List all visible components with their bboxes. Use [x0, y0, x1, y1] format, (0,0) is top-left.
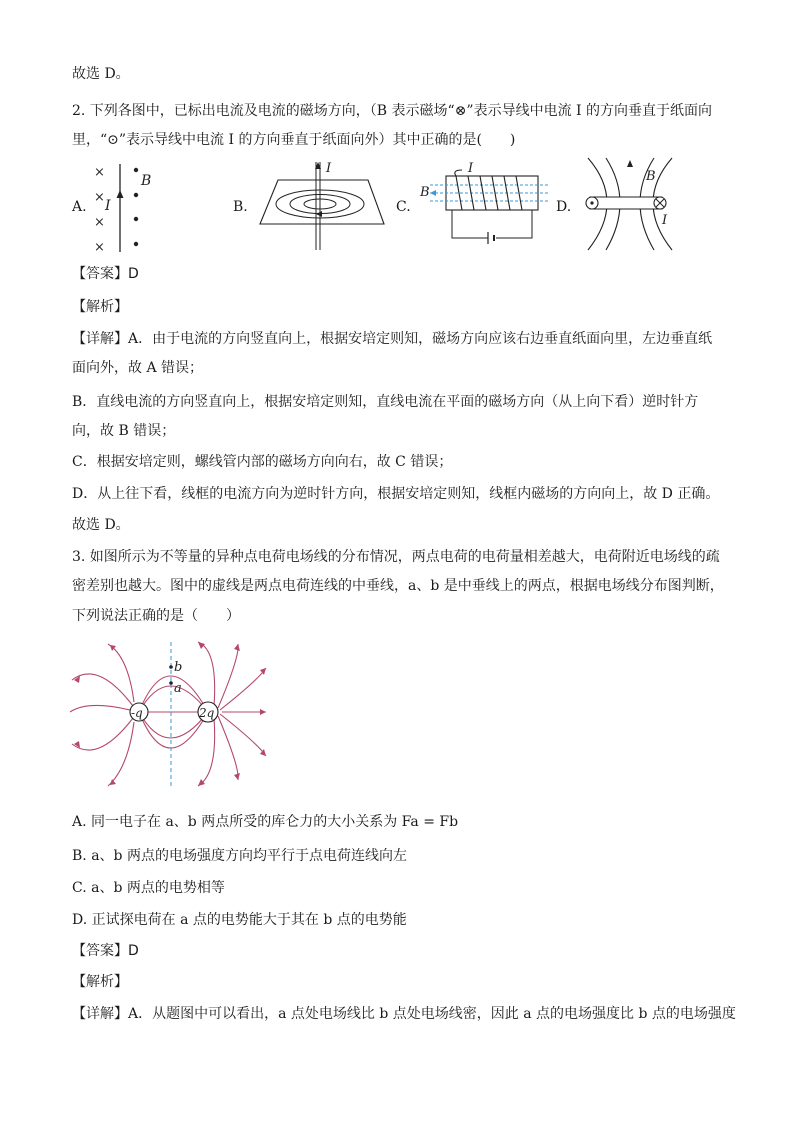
option-d: D. 正试探电荷在 a 点的电势能大于其在 b 点的电势能: [72, 912, 407, 928]
figure-a: [88, 160, 158, 255]
svg-text:b: b: [174, 660, 183, 675]
field-label: B: [141, 173, 152, 189]
current-label: I: [105, 198, 111, 214]
text-line: 【详解】A．从题图中可以看出，a 点处电场线比 b 点处电场线密，因此 a 点的电场强度比 b 点的电场强度: [72, 1006, 736, 1022]
svg-text:-q: -q: [131, 706, 143, 720]
point-a: [169, 681, 173, 685]
text-line: B．直线电流的方向竖直向上，根据安培定则知，直线电流在平面的磁场方向（从上向下看）逆时针方: [72, 394, 699, 410]
answer: 【答案】D: [72, 943, 139, 959]
point-b: [169, 665, 173, 669]
option-c-label: C.: [396, 199, 411, 215]
analysis-heading: 【解析】: [72, 974, 128, 990]
option-c: C. a、b 两点的电势相等: [72, 880, 225, 896]
question-3: 3. 如图所示为不等量的异种点电荷电场线的分布情况，两点电荷的电荷量相差越大，电荷附近电场线的疏: [72, 549, 720, 565]
option-a: A. 同一电子在 a、b 两点所受的库仑力的大小关系为 Fa = Fb: [72, 814, 459, 830]
cross-mark: ×: [94, 190, 105, 205]
option-b-label: B.: [233, 199, 248, 215]
svg-text:2q: 2q: [199, 706, 215, 720]
figure-b: [256, 158, 386, 254]
text-line: C．根据安培定则，螺线管内部的磁场方向向右，故 C 错误；: [72, 454, 453, 470]
question-2-cont: 里，“⊙”表示导线中电流 I 的方向垂直于纸面向外）其中正确的是( ): [72, 132, 516, 148]
electric-field-figure: [68, 640, 268, 790]
figure-c: [416, 158, 551, 250]
figure-d: [576, 154, 686, 254]
answer: 【答案】D: [72, 266, 139, 282]
cross-mark: ×: [94, 215, 105, 230]
analysis-heading: 【解析】: [72, 299, 128, 315]
question-3-cont: 密差别也越大。图中的虚线是两点电荷连线的中垂线，a、b 是中垂线上的两点，根据电场线分布图判断，: [72, 578, 724, 594]
plane: [260, 180, 384, 224]
field-label: B: [420, 185, 430, 200]
option-b: B. a、b 两点的电场强度方向均平行于点电荷连线向左: [72, 848, 407, 864]
text-line: 【详解】A．由于电流的方向竖直向上，根据安培定则知，磁场方向应该右边垂直纸面向里，左边垂直纸: [72, 331, 713, 347]
text-line: D．从上往下看，线框的电流方向为逆时针方向，根据安培定则知，线框内磁场的方向向上，故 D 正确。: [72, 486, 720, 502]
cross-mark: ×: [94, 165, 105, 180]
text-line: 故选 D。: [72, 517, 130, 533]
text-line: 面向外，故 A 错误；: [72, 360, 204, 376]
field-label: B: [646, 169, 656, 184]
current-label: I: [326, 161, 332, 176]
text-line: 向，故 B 错误；: [72, 423, 176, 439]
current-label: I: [468, 161, 474, 176]
svg-text:a: a: [174, 681, 182, 696]
cross-mark: ×: [94, 240, 105, 255]
question-2: 2. 下列各图中，已标出电流及电流的磁场方向，（B 表示磁场“⊗”表示导线中电流 I 的方向垂直于纸面向: [72, 103, 713, 119]
option-d-label: D.: [556, 199, 572, 215]
question-3-cont: 下列说法正确的是（ ）: [72, 608, 240, 624]
text-line: 故选 D。: [72, 66, 130, 82]
option-a-label: A.: [72, 199, 87, 215]
arrow-up-icon: [117, 190, 124, 198]
current-label: I: [662, 213, 668, 228]
